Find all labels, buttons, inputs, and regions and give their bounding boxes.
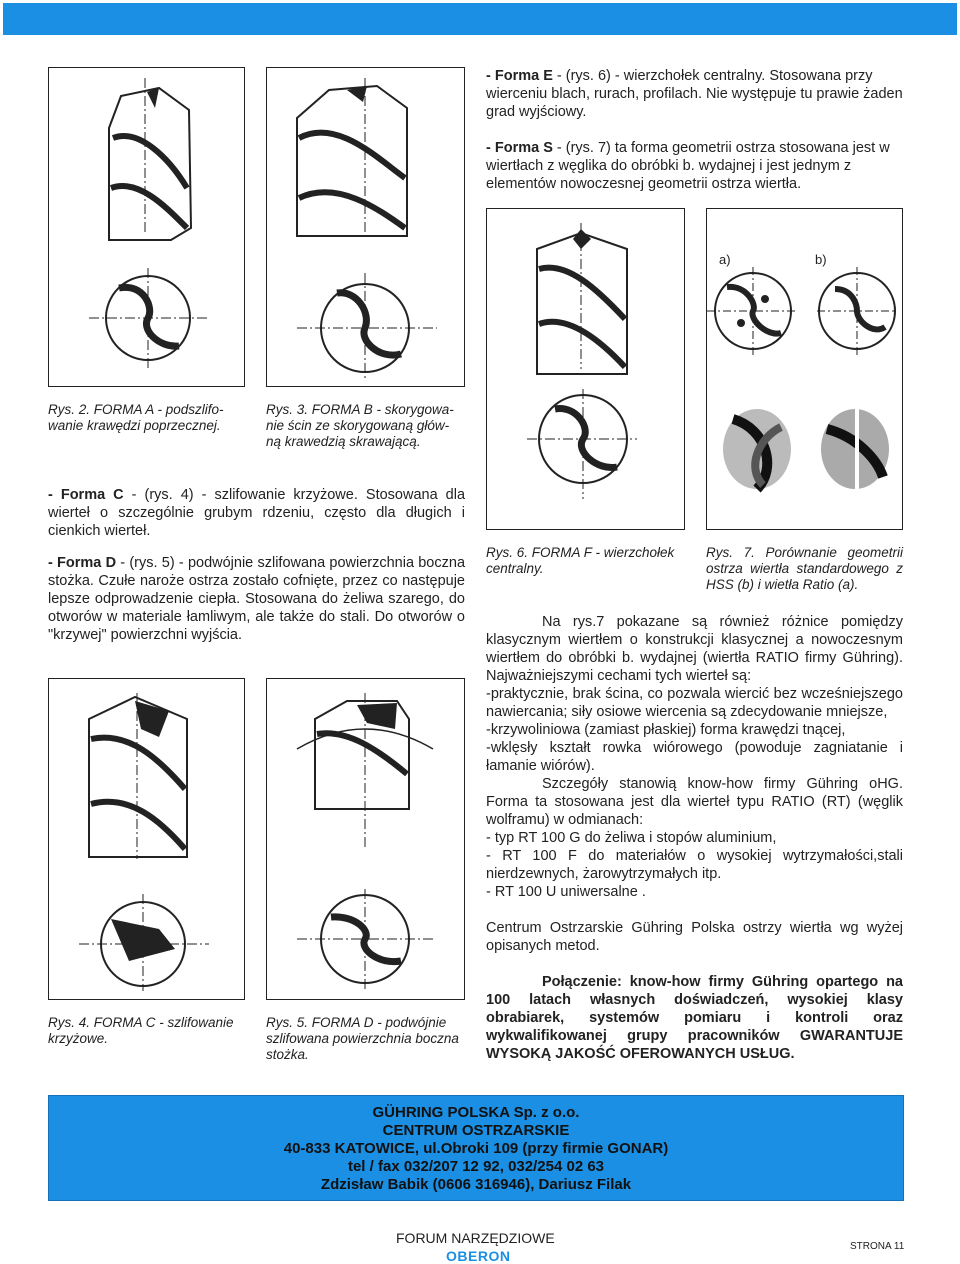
footer-title: FORUM NARZĘDZIOWE bbox=[396, 1230, 555, 1246]
figure-rys4 bbox=[48, 678, 245, 1000]
feature-3: -wklęsły kształt rowka wiórowego (powoduje zagniatanie i łamanie wiórów). bbox=[486, 740, 903, 774]
text-knowhow: Szczegóły stanowią know-how firmy Gühring oHG. Forma ta stosowana jest dla wierteł typu RATIO (RT) (węglik wolframu) w odmianach: bbox=[486, 776, 903, 828]
company-name: GÜHRING POLSKA Sp. z o.o. bbox=[372, 1104, 580, 1121]
feature-1: -praktycznie, brak ścina, co pozwala wiercić bez wcześniejszego nawiercania; siły osiowe wiercenia są zdecydowanie mniejsze, bbox=[486, 686, 903, 720]
text-forma-e-s: - Forma E - (rys. 6) - wierzchołek centralny. Stosowana przy wierceniu blach, rurach, profilach. Nie występuje tu prawie żaden grad wyjściowy. - Forma S - (rys. 7) ta forma geometrii ostrza stosowana jest w wiertłach z węglika do obróbki b. wydajnej i jest jednym z elementów nowoczesnej geometrii ostrza wiertła. bbox=[486, 68, 903, 192]
figure-rys5 bbox=[266, 678, 465, 1000]
caption-rys7: Rys. 7. Porównanie geometrii ostrza wiertła standardowego z HSS (b) i wietła Ratio (a). bbox=[706, 545, 903, 592]
drill-forma-f-drawing bbox=[487, 209, 683, 528]
variant-3: - RT 100 U uniwersalne . bbox=[486, 884, 646, 900]
text-conclusion: Połączenie: know-how firmy Gühring opartego na 100 latach własnych doświadczeń, wysokiej klasy obrabiarek, systemów pomiaru i kontroli oraz wykwalifikowanej grupy pracowników GWARANTUJE WYSOKĄ JAKOŚĆ OFEROWANYCH USŁUG. bbox=[486, 974, 903, 1062]
company-address: 40-833 KATOWICE, ul.Obroki 109 (przy firmie GONAR) bbox=[283, 1140, 669, 1157]
caption-rys5: Rys. 5. FORMA D - podwójnie szlifowana powierzchnia boczna stożka. bbox=[266, 1015, 459, 1062]
drill-forma-c-drawing bbox=[49, 679, 243, 998]
top-color-bar bbox=[3, 3, 957, 35]
company-contacts: Zdzisław Babik (0606 316946), Dariusz Filak bbox=[320, 1176, 632, 1193]
figure-rys2 bbox=[48, 67, 245, 387]
drill-forma-a-drawing bbox=[49, 68, 243, 385]
text-intro: Na rys.7 pokazane są również różnice pomiędzy klasycznym wiertłem o konstrukcji klasycznej a nowoczesnym wiertłem do obróbki b. wydajnej (wiertła RATIO firmy Gühring). Najważniejszymi cechami tych wierteł są: bbox=[486, 614, 903, 684]
company-division: CENTRUM OSTRZARSKIE bbox=[382, 1122, 570, 1139]
figure-rys6 bbox=[486, 208, 685, 530]
contact-box bbox=[48, 1095, 904, 1201]
caption-rys2: Rys. 2. FORMA A - podszlifo-wanie krawędzi poprzecznej. bbox=[48, 402, 224, 433]
drill-forma-d-drawing bbox=[267, 679, 463, 998]
page-number: STRONA 11 bbox=[850, 1241, 905, 1252]
text-centrum: Centrum Ostrzarskie Gühring Polska ostrzy wiertła wg wyżej opisanych metod. bbox=[486, 920, 903, 954]
drill-forma-b-drawing bbox=[267, 68, 463, 385]
figure-rys7 bbox=[706, 208, 903, 530]
label-b: b) bbox=[815, 252, 827, 267]
feature-2: -krzywoliniowa (zamiast płaskiej) forma krawędzi tnącej, bbox=[486, 722, 846, 738]
figure-rys3 bbox=[266, 67, 465, 387]
text-ratio-section bbox=[486, 613, 903, 1063]
oberon-logo: OBERON bbox=[446, 1248, 511, 1264]
text-forma-c-d: - Forma C - (rys. 4) - szlifowanie krzyżowe. Stosowana dla wierteł o szczególnie grubym rdzeniu, często dla długich i cienkich wierteł. - Forma D - (rys. 5) - podwójnie szlifowana powierzchnia boczna stożka. Czułe naroże ostrza zostało cofnięte, przez co następuje lepsze odprowadzenie ciepła. Stosowana do żeliwa szarego, do otworów w materiale łamliwym, ale także do stali. Do otworów o "krzywej" powierzchni wyjścia. bbox=[48, 487, 466, 643]
company-phone: tel / fax 032/207 12 92, 032/254 02 63 bbox=[347, 1158, 605, 1175]
caption-rys4: Rys. 4. FORMA C - szlifowanie krzyżowe. bbox=[48, 1015, 234, 1046]
variant-1: - typ RT 100 G do żeliwa i stopów aluminium, bbox=[486, 830, 777, 846]
caption-rys3: Rys. 3. FORMA B - skorygowa-nie ścin ze skorygowaną głów-ną krawedzią skrawającą. bbox=[266, 402, 454, 449]
caption-rys6: Rys. 6. FORMA F - wierzchołek centralny. bbox=[486, 545, 675, 576]
variant-2: - RT 100 F do materiałów o wysokiej wytrzymałości,stali nierdzewnych, żarowytrzymałych itp. bbox=[486, 848, 903, 882]
drill-comparison-drawing bbox=[707, 209, 901, 528]
label-a: a) bbox=[719, 252, 731, 267]
